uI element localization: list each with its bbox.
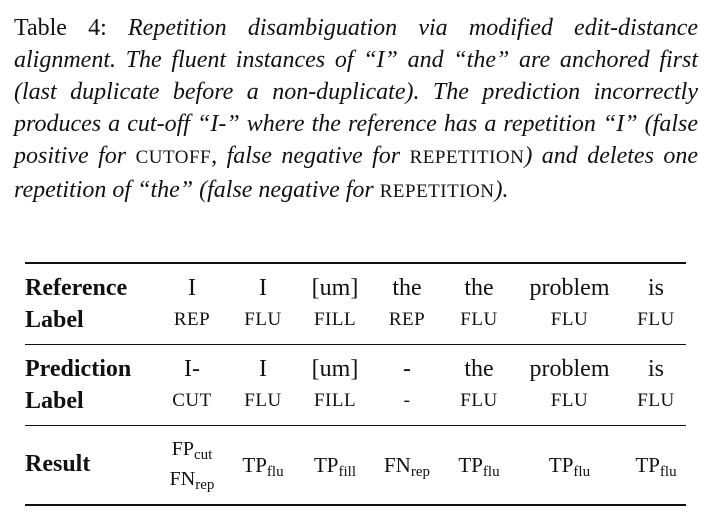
- ref-token: is: [626, 263, 686, 304]
- caption-smallcaps-repetition-2: REPETITION: [379, 181, 495, 202]
- caption-text-2: , false negative for: [211, 143, 401, 169]
- result-sub: flu: [482, 463, 500, 480]
- prediction-token-row: [25, 345, 686, 386]
- result-main: FN: [169, 468, 196, 490]
- reference-label-header: Label: [25, 307, 84, 333]
- pred-token: problem: [513, 345, 626, 386]
- result-cell: [369, 426, 445, 506]
- reference-label-row: [25, 304, 686, 345]
- pred-token: I: [225, 345, 301, 386]
- ref-label: FLU: [637, 309, 675, 330]
- result-cell: [301, 426, 369, 506]
- caption-label: Table 4:: [14, 15, 107, 41]
- pred-token: is: [626, 345, 686, 386]
- result-sub: fill: [338, 463, 356, 480]
- ref-token: the: [369, 263, 445, 304]
- pred-label: CUT: [172, 390, 212, 411]
- prediction-label-header: Label: [25, 388, 84, 414]
- reference-token-row: [25, 263, 686, 304]
- ref-token: [um]: [301, 263, 369, 304]
- result-main: TP: [548, 452, 574, 477]
- result-cell: [626, 426, 686, 506]
- ref-label: FLU: [460, 309, 498, 330]
- ref-label: FLU: [550, 309, 589, 330]
- ref-label: FILL: [313, 309, 357, 330]
- result-main: FN: [383, 452, 411, 477]
- caption-text-3: ) and deletes one repetition of “the” (false negative for: [14, 143, 699, 203]
- result-cell: [225, 426, 301, 506]
- ref-token: I: [159, 263, 225, 304]
- table-caption: [14, 12, 698, 208]
- reference-header: Reference: [25, 263, 159, 304]
- ref-token: the: [445, 263, 513, 304]
- result-main: FP: [171, 438, 194, 460]
- ref-token: problem: [513, 263, 626, 304]
- pred-label: FLU: [460, 390, 498, 411]
- result-sub: rep: [195, 477, 215, 493]
- pred-token: I-: [159, 345, 225, 386]
- ref-label: FLU: [244, 309, 282, 330]
- prediction-header: Prediction: [25, 345, 159, 386]
- prediction-label-row: [25, 385, 686, 426]
- caption-smallcaps-repetition-1: REPETITION: [409, 147, 525, 168]
- result-row: [25, 426, 686, 506]
- pred-token: -: [369, 345, 445, 386]
- result-sub: cut: [193, 447, 213, 463]
- caption-text-4: ).: [494, 177, 509, 203]
- pred-label: FLU: [550, 390, 589, 411]
- ref-token: I: [225, 263, 301, 304]
- result-sub: rep: [410, 463, 430, 480]
- result-sub: flu: [659, 463, 677, 480]
- pred-label: -: [403, 390, 411, 411]
- alignment-table: [25, 262, 686, 506]
- result-main: TP: [635, 452, 660, 477]
- ref-label: REP: [388, 309, 426, 330]
- result-header: Result: [25, 426, 159, 506]
- result-cell: [159, 426, 225, 506]
- pred-token: the: [445, 345, 513, 386]
- pred-label: FLU: [244, 390, 282, 411]
- pred-token: [um]: [301, 345, 369, 386]
- ref-label: REP: [173, 309, 211, 330]
- result-main: TP: [242, 452, 267, 477]
- pred-label: FLU: [637, 390, 675, 411]
- result-sub: flu: [573, 463, 591, 480]
- caption-smallcaps-cutoff: CUTOFF: [135, 147, 212, 168]
- result-sub: flu: [266, 463, 284, 480]
- result-cell: [445, 426, 513, 506]
- pred-label: FILL: [313, 390, 357, 411]
- caption-text-1: Repetition disambiguation via modified edit-distance alignment. The fluent instances of “I” and “the” are anchored first (last duplicate before a non-duplicate). The prediction incorrectly produces a cut-off “I-” where the reference has a repetition “I” (false positive for: [14, 15, 698, 169]
- result-main: TP: [458, 452, 483, 477]
- result-cell: [513, 426, 626, 506]
- result-main: TP: [313, 452, 339, 477]
